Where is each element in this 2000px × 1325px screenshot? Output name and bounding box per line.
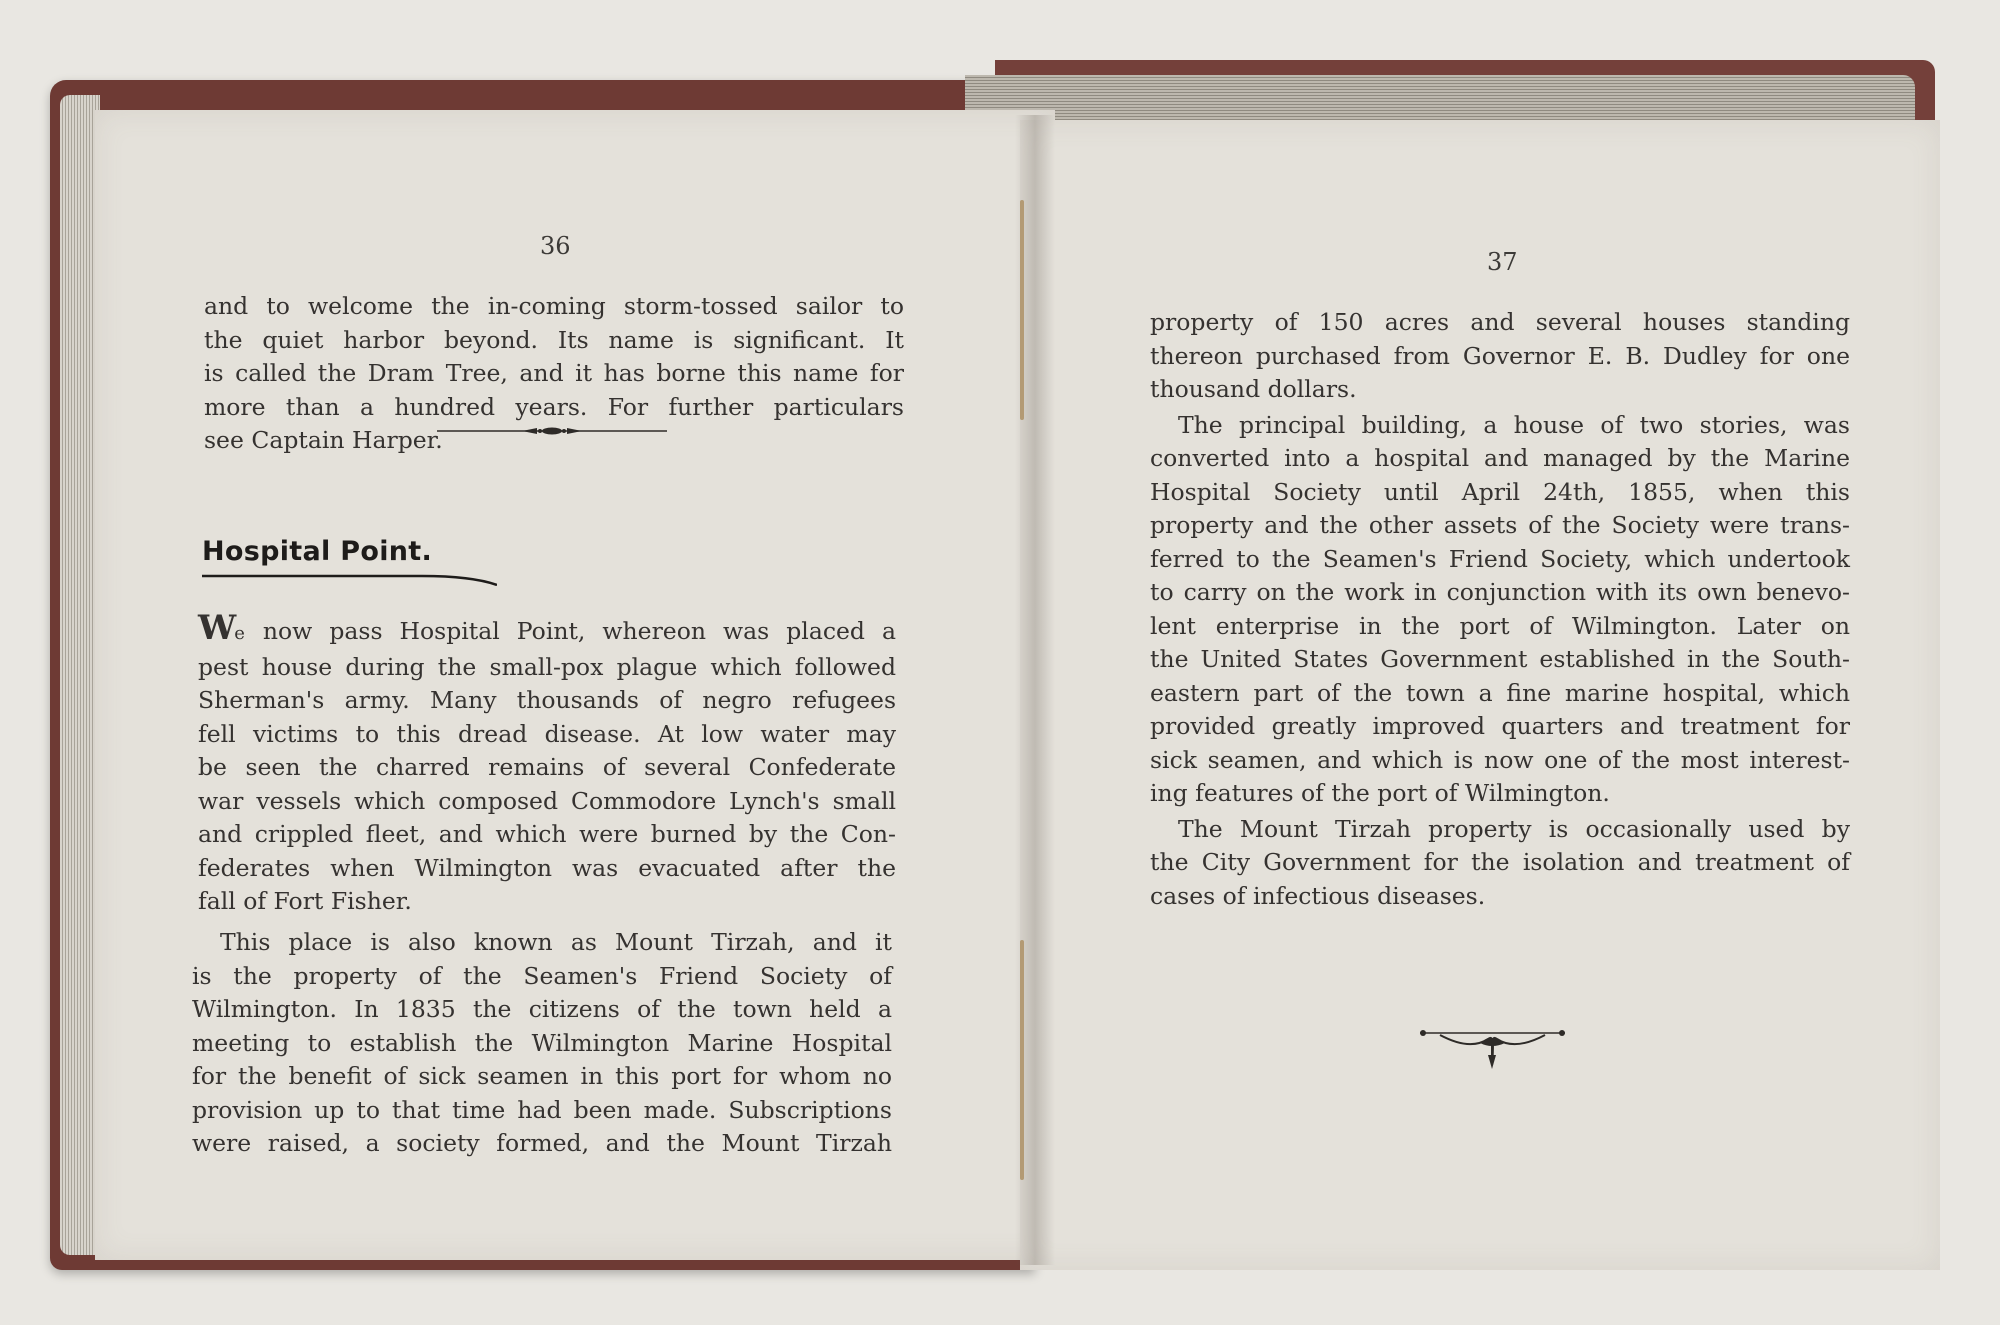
text-line: ferred to the Seamen's Friend Society, which undertook [1150, 544, 1850, 573]
left-paragraph-1 [198, 608, 896, 919]
text-line: and crippled fleet, and which were burned by the Con- [198, 820, 896, 848]
text-line: for the benefit of sick seamen in this port for whom no [192, 1062, 892, 1090]
text-line: eastern part of the town a fine marine hospital, which [1150, 678, 1850, 707]
text-line: be seen the charred remains of several Confederate [198, 753, 896, 781]
text-line: Sherman's army. Many thousands of negro refugees [198, 686, 896, 714]
drop-cap: W [198, 608, 235, 648]
text-line: provision up to that time had been made. Subscriptions [192, 1095, 892, 1124]
text-line: the United States Government established in the South- [1150, 645, 1850, 673]
text-line: converted into a hospital and managed by the Marine [1150, 444, 1850, 472]
text-line: Wilmington. In 1835 the citizens of the town held a [192, 995, 892, 1023]
right-page-number: 37 [1487, 248, 1518, 276]
text-line: the City Government for the isolation and treatment of [1150, 848, 1850, 876]
text-line: pest house during the small-pox plague which followed [198, 652, 896, 681]
text-line: to carry on the work in conjunction with its own benevo- [1150, 578, 1850, 606]
binding-thread-upper [1020, 200, 1024, 420]
text-line: were raised, a society formed, and the Mount Tirzah [192, 1129, 892, 1157]
text-line: ing features of the port of Wilmington. [1150, 779, 1610, 807]
text-line: The principal building, a house of two stories, was [1178, 410, 1850, 439]
text-line: property of 150 acres and several houses standing [1150, 308, 1850, 336]
page-edges-left [60, 95, 100, 1255]
text-line-rest: now pass Hospital Point, whereon was placed a [262, 617, 896, 645]
text-line: property and the other assets of the Society were trans- [1150, 511, 1850, 539]
text-line: federates when Wilmington was evacuated after the [198, 853, 896, 882]
text-line: see Captain Harper. [204, 426, 443, 454]
end-ornament [1420, 1025, 1565, 1070]
text-line: meeting to establish the Wilmington Marine Hospital [192, 1028, 892, 1057]
text-line: The Mount Tirzah property is occasionally used by [1178, 814, 1850, 843]
drop-cap-rest: e [234, 623, 246, 644]
text-line [198, 608, 896, 651]
text-line: and to welcome the in-coming storm-tossed sailor to [204, 292, 904, 320]
text-line: fall of Fort Fisher. [198, 887, 412, 915]
left-page-number: 36 [540, 232, 571, 260]
text-line: thereon purchased from Governor E. B. Dudley for one [1150, 341, 1850, 370]
text-line: provided greatly improved quarters and treatment for [1150, 712, 1850, 740]
text-line: fell victims to this dread disease. At low water may [198, 719, 896, 748]
right-paragraph-1 [1150, 306, 1850, 913]
left-paragraph-2 [192, 926, 892, 1161]
binding-thread-lower [1020, 940, 1024, 1180]
text-line: the quiet harbor beyond. Its name is significant. It [204, 325, 904, 354]
text-line: thousand dollars. [1150, 375, 1357, 403]
text-line: cases of infectious diseases. [1150, 881, 1486, 910]
section-divider-ornament [437, 424, 667, 438]
text-line: sick seamen, and which is now one of the most interest- [1150, 745, 1850, 774]
text-line: This place is also known as Mount Tirzah, and it [220, 928, 892, 956]
text-line: war vessels which composed Commodore Lynch's small [198, 786, 896, 815]
text-line: more than a hundred years. For further particulars [204, 392, 904, 421]
text-line: is called the Dram Tree, and it has borne this name for [204, 359, 904, 387]
text-line: is the property of the Seamen's Friend Society of [192, 961, 892, 990]
text-line: Hospital Society until April 24th, 1855, when this [1150, 477, 1850, 506]
heading-underline-swash [202, 572, 497, 586]
section-heading: Hospital Point. [202, 536, 433, 567]
text-line: lent enterprise in the port of Wilmington. Later on [1150, 611, 1850, 640]
